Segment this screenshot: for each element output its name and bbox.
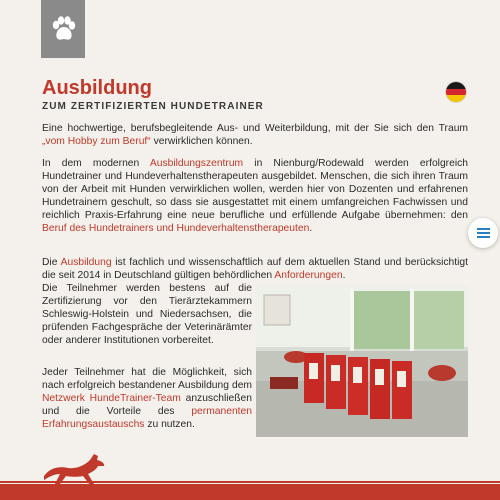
hamburger-menu-icon: [477, 226, 490, 240]
link-netzwerk[interactable]: Netzwerk HundeTrainer-Team: [42, 393, 181, 404]
link-beruf-hundetrainer[interactable]: Beruf des Hundetrainers und Hundeverhaltenstherapeuten: [42, 223, 310, 234]
paw-icon: [48, 14, 78, 44]
german-flag-icon[interactable]: [446, 82, 466, 102]
hamburger-menu-button[interactable]: [468, 218, 498, 248]
link-anforderungen[interactable]: Anforderungen: [274, 270, 343, 281]
network-paragraph: Jeder Teilnehmer hat die Möglichkeit, sich nach erfolgreich bestandener Ausbildung dem Netzwerk HundeTrainer-Team anzuschließen und die Vorteile des permanenten Erfahrungsaustauschs zu nutzen.: [42, 367, 252, 430]
center-paragraph: In dem modernen Ausbildungszentrum in Nienburg/Rodewald werden erfolgreich Hundetrainer und Hundeverhaltenstherapeuten ausgebildet. Menschen, die sich ihren Traum von der Arbeit mit Hunden verwirklichen wollen, werden hier von Dozenten und erfahrenen Hundetrainern geschult, so dass sie ausgestattet mit einem umfangreichen Fachwissen und reichlich Praxis-Erfahrung eine neue berufliche und erfüllende Aufgabe übernehmen: den Beruf des Hundetrainers und Hundeverhaltenstherapeuten.: [42, 158, 469, 234]
page-title: Ausbildung: [42, 77, 152, 99]
link-ausbildungszentrum[interactable]: Ausbildungszentrum: [149, 158, 244, 169]
intro-paragraph: Eine hochwertige, berufsbegleitende Aus- und Weiterbildung, mit der Sie sich den Traum „vom Hobby zum Beruf“ verwirklichen können.: [42, 123, 468, 147]
training-paragraph: Die Ausbildung ist fachlich und wissenschaftlich auf dem aktuellen Stand und berücksichtigt die seit 2014 in Deutschland gültigen behördlichen Anforderungen.: [42, 257, 468, 281]
link-erfahrungsaustausch[interactable]: permanenten Erfahrungsaustauschs: [42, 406, 252, 430]
link-ausbildung[interactable]: Ausbildung: [60, 257, 112, 268]
page-subtitle: ZUM ZERTIFIZIERTEN HUNDETRAINER: [42, 101, 264, 112]
certification-paragraph: Die Teilnehmer werden bestens auf die Zertifizierung vor den Tierärztekammern Schleswig-Holstein und Niedersachsen, die prüfenden Fachgespräche der Veterinärämter oder anderer Institutionen vorbereitet.: [42, 283, 252, 346]
running-dog-icon: [40, 446, 108, 488]
link-vom-hobby-zum-beruf[interactable]: „vom Hobby zum Beruf“: [42, 136, 151, 147]
classroom-photo: [256, 285, 468, 437]
logo-box[interactable]: [41, 0, 85, 58]
